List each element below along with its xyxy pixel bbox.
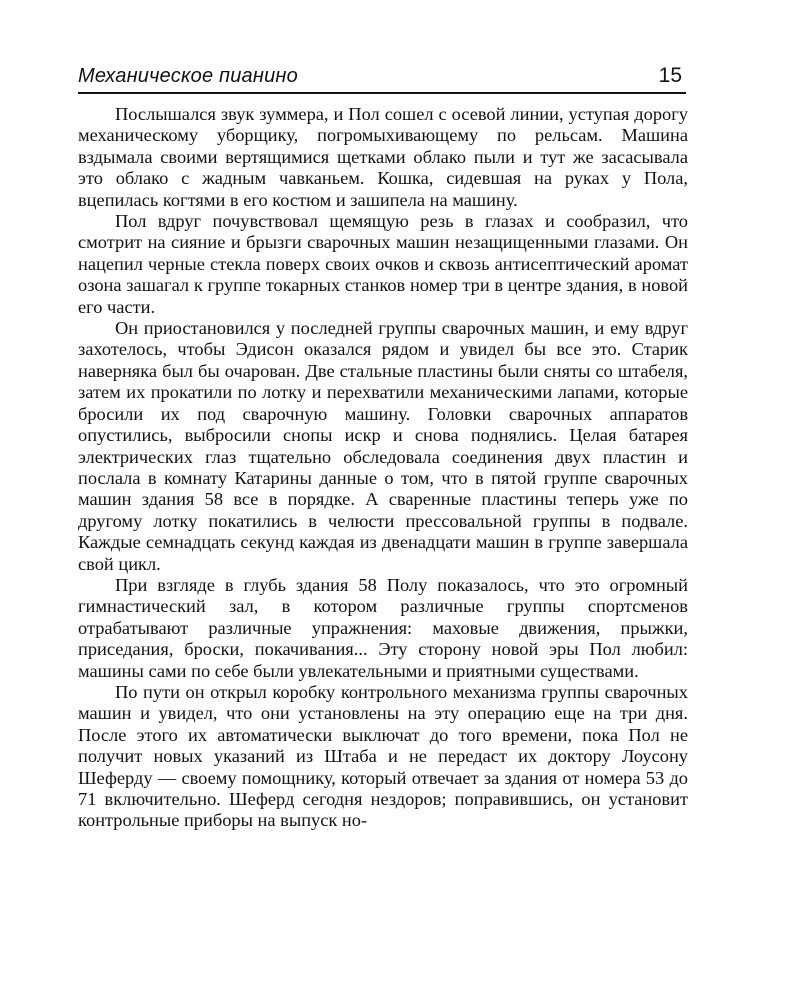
running-title: Механическое пианино (78, 65, 298, 87)
paragraph-4: При взгляде в глубь здания 58 Полу показалось, что это огромный гимнастический зал, в котором различные группы спортсменов отрабатывают различные упражнения: маховые движения, прыжки, приседания, броски, покачивания... Эту сторону новой эры Пол любил: машины сами по себе были увлекательными и приятными существами. (78, 574, 688, 681)
paragraph-2: Пол вдруг почувствовал щемящую резь в глазах и сообразил, что смотрит на сияние и брызги сварочных машин незащищенными глазами. Он нацепил черные стекла поверх своих очков и сквозь антисептический аромат озона зашагал к группе токарных станков номер три в центре здания, в новой его части. (78, 211, 688, 317)
body-text (78, 104, 688, 832)
running-header (78, 60, 686, 94)
paragraph-5: По пути он открыл коробку контрольного механизма группы сварочных машин и увидел, что они установлены на эту операцию еще на три дня. После этого их автоматически выключат до того времени, пока Пол не получит новых указаний из Штаба и не передаст их доктору Лоусону Шеферду — своему помощнику, который отвечает за здания от номера 53 до 71 включительно. Шеферд сегодня нездоров; поправившись, он установит контрольные приборы на выпуск но- (78, 681, 688, 831)
page-number: 15 (658, 64, 682, 87)
paragraph-3: Он приостановился у последней группы сварочных машин, и ему вдруг захотелось, чтобы Эдисон оказался рядом и увидел бы все это. Старик наверняка был бы очарован. Две стальные пластины были сняты со штабеля, затем их прокатили по лотку и перехватили механическими лапами, которые бросили их под сварочную машину. Головки сварочных аппаратов опустились, выбросили снопы искр и снова поднялись. Целая батарея электрических глаз тщательно обследовала соединения двух пластин и послала в комнату Катарины данные о том, что в пятой группе сварочных машин здания 58 все в порядке. А сваренные пластины теперь уже по другому лотку покатились в челюсти прессовальной группы в подвале. Каждые семнадцать секунд каждая из двенадцати машин в группе завершала свой цикл. (78, 318, 688, 574)
paragraph-1: Послышался звук зуммера, и Пол сошел с осевой линии, уступая дорогу механическому уборщику, погромыхивающему по рельсам. Машина вздымала своими вертящимися щетками облако пыли и тут же засасывала это облако с жадным чавканьем. Кошка, сидевшая на руках у Пола, вцепилась когтями в его костюм и зашипела на машину. (78, 104, 688, 210)
